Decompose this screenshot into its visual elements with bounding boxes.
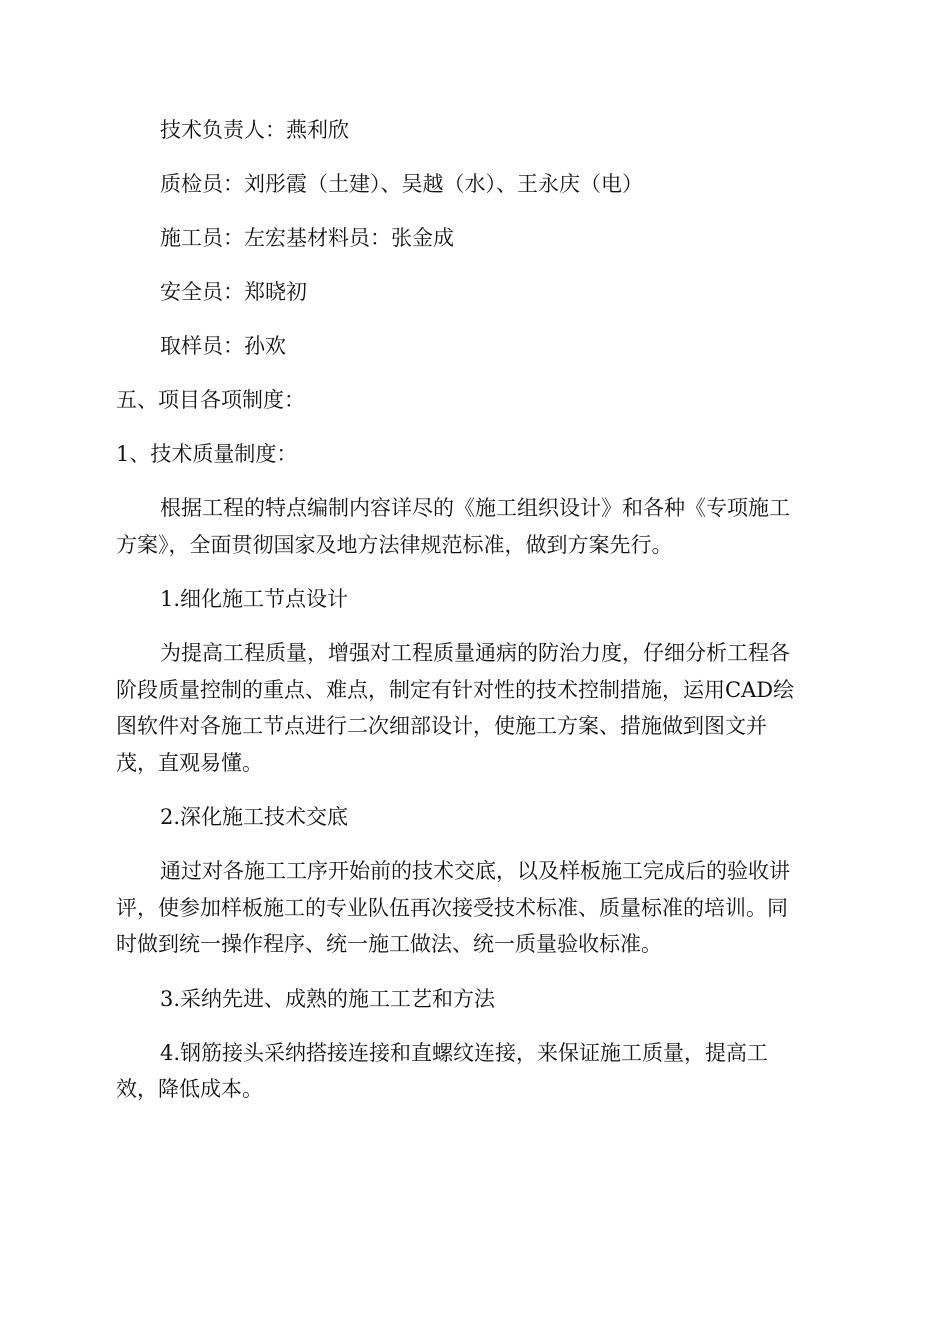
intro-paragraph — [116, 490, 834, 563]
paragraph-line: 方案》，全面贯彻国家及地方法律规范标准，做到方案先行。 — [116, 532, 673, 557]
item-2-title: 2.深化施工技术交底 — [160, 805, 349, 829]
subsection-heading: 1、技术质量制度： — [116, 442, 298, 466]
document-body — [116, 110, 834, 1108]
paragraph-line: 阶段质量控制的重点、难点，制定有针对性的技术控制措施，运用CAD绘 — [116, 677, 795, 702]
paragraph-line: 根据工程的特点编制内容详尽的《施工组织设计》和各种《专项施工 — [160, 496, 790, 520]
staff-line-safety-officer: 安全员：郑晓初 — [160, 280, 307, 304]
section-heading: 五、项目各项制度： — [116, 388, 305, 412]
item-2-paragraph — [116, 853, 834, 963]
paragraph-line: 时做到统一操作程序、统一施工做法、统一质量验收标准。 — [116, 932, 662, 956]
item-4-paragraph — [116, 1035, 834, 1108]
paragraph-line: 效，降低成本。 — [116, 1077, 263, 1101]
staff-line-constructor: 施工员：左宏基材料员：张金成 — [160, 226, 454, 250]
item-3-title: 3.采纳先进、成熟的施工工艺和方法 — [160, 986, 496, 1011]
paragraph-line: 茂，直观易懂。 — [116, 750, 263, 775]
paragraph-line: 为提高工程质量，增强对工程质量通病的防治力度，仔细分析工程各 — [160, 641, 790, 665]
paragraph-line: 通过对各施工工序开始前的技术交底，以及样板施工完成后的验收讲 — [160, 859, 790, 883]
staff-line-sampler: 取样员：孙欢 — [160, 334, 286, 358]
staff-line-tech-lead: 技术负责人：燕利欣 — [160, 118, 349, 142]
paragraph-line: 4.钢筋接头采纳搭接连接和直螺纹连接，来保证施工质量，提高工 — [160, 1040, 769, 1065]
staff-line-quality-inspector: 质检员：刘彤霞（土建）、吴越（水）、王永庆（电） — [160, 172, 643, 196]
paragraph-line: 图软件对各施工节点进行二次细部设计，使施工方案、措施做到图文并 — [116, 714, 767, 738]
item-1-paragraph — [116, 635, 834, 781]
item-1-title: 1.细化施工节点设计 — [160, 587, 349, 611]
paragraph-line: 评，使参加样板施工的专业队伍再次接受技术标准、质量标准的培训。同 — [116, 895, 788, 920]
